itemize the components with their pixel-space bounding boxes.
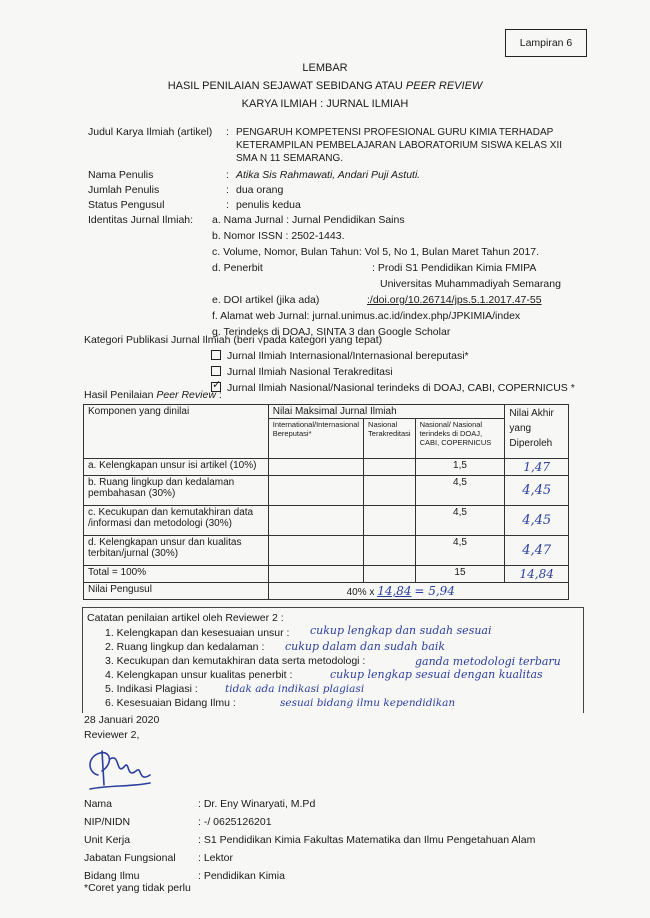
- signer-nip-label: NIP/NIDN: [84, 816, 131, 828]
- kategori-option-2: Jurnal Ilmiah Nasional Terakreditasi: [211, 364, 575, 380]
- catatan-item: 2. Ruang lingkup dan kedalaman : cukup dalam dan sudah baik: [105, 640, 446, 653]
- catatan-box: [82, 607, 584, 713]
- catatan-title: Catatan penilaian artikel oleh Reviewer 2 :: [87, 612, 284, 624]
- lampiran-label: Lampiran 6: [519, 37, 573, 49]
- th-komponen: Komponen yang dinilai: [84, 405, 269, 459]
- doc-title-1: LEMBAR: [302, 62, 348, 74]
- checkbox-icon: [211, 366, 221, 376]
- row-akhir: 4,45: [505, 476, 569, 506]
- doc-title-3: KARYA ILMIAH : JURNAL ILMIAH: [241, 98, 409, 110]
- row-komponen: b. Ruang lingkup dan kedalaman pembahasan (30%): [84, 476, 269, 506]
- signer-jab-label: Jabatan Fungsional: [84, 852, 176, 864]
- jumlah-value: dua orang: [236, 184, 284, 196]
- footnote: *Coret yang tidak perlu: [84, 882, 191, 894]
- judul-label: Judul Karya Ilmiah (artikel): [88, 126, 213, 138]
- nama-value: Atika Sis Rahmawati, Andari Puji Astuti.: [236, 169, 421, 181]
- catatan-item: 4. Kelengkapan unsur kualitas penerbit : cukup lengkap sesuai dengan kualitas: [105, 668, 543, 681]
- kategori-label: Kategori Publikasi Jurnal Ilmiah (beri √pada kategori yang tepat): [84, 334, 383, 346]
- total-label: Total = 100%: [84, 566, 269, 583]
- catatan-item: 3. Kecukupan dan kemutakhiran data serta metodologi : ganda metodologi terbaru: [105, 655, 561, 668]
- signer-nama-value: : Dr. Eny Winaryati, M.Pd: [198, 798, 316, 810]
- signer-nip-value: : -/ 0625126201: [198, 816, 272, 828]
- jurnal-g: g. Terindeks di DOAJ, SINTA 3 dan Google Scholar: [212, 326, 451, 338]
- catatan-item: 5. Indikasi Plagiasi : tidak ada indikasi plagiasi: [105, 683, 365, 695]
- th-nas-idx: Nasional/ Nasional terindeks di DOAJ, CABI, COPERNICUS: [415, 419, 505, 459]
- jurnal-c: c. Volume, Nomor, Bulan Tahun: Vol 5, No 1, Bulan Maret Tahun 2017.: [212, 246, 540, 258]
- table-row-total: [84, 566, 569, 583]
- checkbox-icon: [211, 350, 221, 360]
- row-komponen: d. Kelengkapan unsur dan kualitas terbitan/jurnal (30%): [84, 536, 269, 566]
- catatan-item: 6. Kesesuaian Bidang Ilmu : sesuai bidang ilmu kependidikan: [105, 697, 456, 709]
- table-row: [84, 506, 569, 536]
- jurnal-e-label: e. DOI artikel (jika ada): [212, 294, 320, 306]
- signer-jab-value: : Lektor: [198, 852, 234, 864]
- row-akhir: 4,47: [505, 536, 569, 566]
- row-akhir: 4,45: [505, 506, 569, 536]
- judul-value: PENGARUH KOMPETENSI PROFESIONAL GURU KIMIA TERHADAP KETERAMPILAN PEMBELAJARAN LABORATORIUM SISWA KELAS XII SMA N 11 SEMARANG.: [236, 127, 563, 164]
- table-row-pengusul: [84, 583, 569, 600]
- table-row: [84, 536, 569, 566]
- kategori-option-1: Jurnal Ilmiah Internasional/Internasional bereputasi*: [211, 348, 575, 364]
- jumlah-label: Jumlah Penulis: [88, 184, 160, 196]
- table-row: [84, 476, 569, 506]
- jurnal-e-value: :/doi.org/10.26714/jps.5.1.2017.47-55: [367, 294, 542, 306]
- lampiran-box: [505, 29, 587, 57]
- row-max: 4,5: [415, 506, 505, 536]
- pengusul-label: Nilai Pengusul: [84, 583, 269, 600]
- nama-label: Nama Penulis: [88, 169, 154, 181]
- info-section: Judul Karya Ilmiah (artikel) : PENGARUH KOMPETENSI PROFESIONAL GURU KIMIA TERHADAP KETERAMPILAN PEMBELAJARAN LABORATORIUM SISWA KELAS XII SMA N 11 SEMARANG. Nama Penulis : Atika Sis Rahmawati, Andari Puji Astuti. Jumlah Penulis : dua orang Status Pengusul : penulis kedua Identitas Jurnal Ilmiah: a. Nama Jurnal : Jurnal Pendidikan Sains b. Nomor ISSN : 2502-1443. c. Volume, Nomor, Bulan Tahun: Vol 5, No 1, Bulan Maret Tahun 2017. d. Penerbit : Prodi S1 Pendidikan Kimia FMIPA Universitas Muhammadiyah Semarang e. DOI artikel (jika ada) :/doi.org/10.26714/jps.5.1.2017.47-55 f. Alamat web Jurnal: jurnal.unimus.ac.id/index.php/JPKIMIA/index g. Terindeks di DOAJ, SINTA 3 dan Google Scholar: [88, 126, 588, 340]
- reviewer-label: Reviewer 2,: [84, 729, 140, 741]
- kategori-section: [84, 332, 575, 396]
- signer-unit-value: : S1 Pendidikan Kimia Fakultas Matematika dan Ilmu Pengetahuan Alam: [198, 834, 536, 846]
- jurnal-d-value2: Universitas Muhammadiyah Semarang: [380, 278, 561, 290]
- identitas-label: Identitas Jurnal Ilmiah:: [88, 214, 194, 226]
- row-akhir: 1,47: [505, 459, 569, 476]
- hasil-label: Hasil Penilaian Peer Review :: [84, 389, 222, 401]
- penilaian-table: [83, 404, 569, 600]
- signer-bidang-value: : Pendidikan Kimia: [198, 870, 285, 882]
- signer-unit-label: Unit Kerja: [84, 834, 131, 846]
- row-max: 4,5: [415, 536, 505, 566]
- jurnal-d-label: d. Penerbit: [212, 262, 263, 274]
- pengusul-formula: 40% x 14,84 = 5,94: [268, 583, 505, 600]
- signer-nama-label: Nama: [84, 798, 113, 810]
- doc-title-2: HASIL PENILAIAN SEJAWAT SEBIDANG ATAU PEER REVIEW: [167, 80, 483, 92]
- table-row: [84, 459, 569, 476]
- th-nilai-max: Nilai Maksimal Jurnal Ilmiah: [268, 405, 505, 419]
- th-intl: International/Internasional Bereputasi*: [268, 419, 363, 459]
- total-max: 15: [415, 566, 505, 583]
- jurnal-d-value1: : Prodi S1 Pendidikan Kimia FMIPA: [372, 262, 537, 274]
- row-max: 4,5: [415, 476, 505, 506]
- signature-image: [80, 745, 160, 795]
- th-nas-akr: Nasional Terakreditasi: [364, 419, 416, 459]
- checkbox-checked-icon: ✓: [212, 379, 222, 391]
- signer-section: [84, 795, 535, 885]
- jurnal-a: a. Nama Jurnal : Jurnal Pendidikan Sains: [212, 214, 405, 226]
- row-komponen: c. Kecukupan dan kemutakhiran data /informasi dan metodologi (30%): [84, 506, 269, 536]
- signer-bidang-label: Bidang Ilmu: [84, 870, 140, 882]
- jurnal-b: b. Nomor ISSN : 2502-1443.: [212, 230, 345, 242]
- row-max: 1,5: [415, 459, 505, 476]
- date: 28 Januari 2020: [84, 714, 160, 726]
- catatan-item: 1. Kelengkapan dan kesesuaian unsur : cukup lengkap dan sudah sesuai: [105, 624, 492, 639]
- status-label: Status Pengusul: [88, 199, 165, 211]
- jurnal-f: f. Alamat web Jurnal: jurnal.unimus.ac.id/index.php/JPKIMIA/index: [212, 310, 521, 322]
- total-akhir: 14,84: [505, 566, 569, 583]
- kategori-option-3: ✓ Jurnal Ilmiah Nasional/Nasional terindeks di DOAJ, CABI, COPERNICUS *: [212, 379, 575, 394]
- row-komponen: a. Kelengkapan unsur isi artikel (10%): [84, 459, 269, 476]
- status-value: penulis kedua: [236, 199, 301, 211]
- th-akhir: Nilai Akhir yang Diperoleh: [505, 405, 569, 459]
